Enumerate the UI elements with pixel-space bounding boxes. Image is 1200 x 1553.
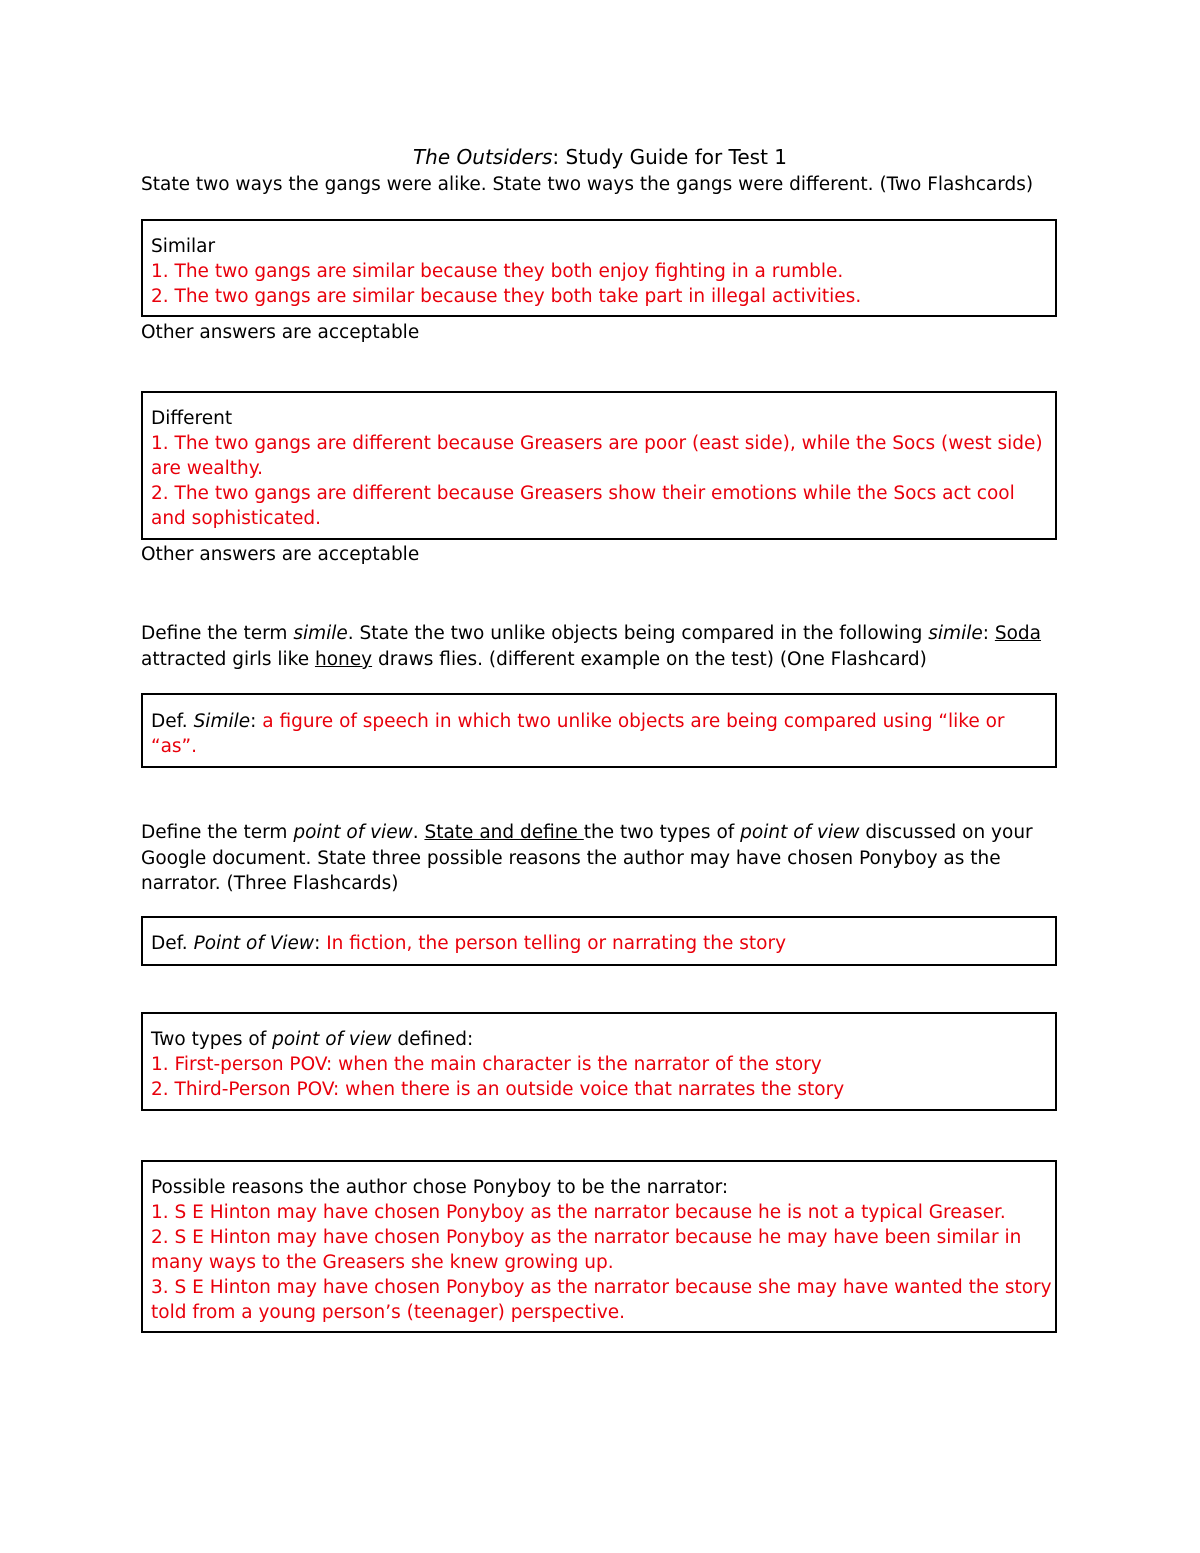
reason-2-line-1: 2. S E Hinton may have chosen Ponyboy as the narrator because he may have been similar in [151,1227,1022,1248]
pov-def-label: Def. [151,933,194,954]
different-answer-1-line-2: are wealthy. [151,458,263,479]
pov-prompt-text-c: the two types of [583,822,741,843]
simile-prompt-text-d: attracted girls like [141,649,315,670]
different-note: Other answers are acceptable [141,544,420,565]
similar-answer-2: 2. The two gangs are similar because they both take part in illegal activities. [151,286,862,307]
simile-def-label: Def. [151,711,194,732]
pov-types-heading-b: defined: [391,1029,474,1050]
simile-prompt-line-2 [141,647,1061,672]
title-rest: : Study Guide for Test 1 [552,145,788,169]
pov-types-heading [151,1027,1047,1052]
pov-prompt-line-3: narrator. (Three Flashcards) [141,873,399,894]
pov-term-2: point of view [740,822,860,843]
pov-definition-box [141,916,1057,966]
pov-def-term: Point of View [193,933,315,954]
reasons-heading: Possible reasons the author chose Ponyboy to be the narrator: [151,1177,729,1198]
different-answer-2-line-1: 2. The two gangs are different because Greasers show their emotions while the Socs act cool [151,483,1015,504]
pov-types-heading-term: point of view [272,1029,392,1050]
similar-answer-1: 1. The two gangs are similar because they both enjoy fighting in a rumble. [151,261,844,282]
narrator-reasons-box [141,1160,1057,1333]
simile-definition-line-1: a figure of speech in which two unlike objects are being compared using “like or [262,711,1005,732]
different-answer-1-line-1: 1. The two gangs are different because Greasers are poor (east side), while the Socs (west side) [151,433,1043,454]
gangs-prompt: State two ways the gangs were alike. State two ways the gangs were different. (Two Flashcards) [141,174,1034,195]
reason-3-line-1: 3. S E Hinton may have chosen Ponyboy as the narrator because she may have wanted the story [151,1277,1052,1298]
different-answer-box [141,391,1057,540]
pov-prompt-line-1 [141,820,1061,845]
different-answer-2-line-2: and sophisticated. [151,508,322,529]
simile-definition-box [141,693,1057,768]
simile-term: simile [293,623,348,644]
different-heading: Different [151,408,233,429]
pov-state-and-define: State and define [424,822,584,843]
pov-def-colon: : [314,933,327,954]
pov-term: point of view [293,822,413,843]
page-title [0,144,1200,170]
similar-note: Other answers are acceptable [141,322,420,343]
pov-prompt-line-2: Google document. State three possible reasons the author may have chosen Ponyboy as the [141,848,1001,869]
simile-term-2: simile [928,623,983,644]
simile-prompt-text-c: : [982,623,995,644]
simile-prompt-text-e: draws flies. (different example on the test) (One Flashcard) [372,649,927,670]
pov-definition: In fiction, the person telling or narrating the story [326,933,787,954]
title-book-name: The Outsiders [412,145,553,169]
simile-object-soda: Soda [994,623,1042,644]
simile-def-colon: : [250,711,263,732]
simile-prompt-line-1 [141,621,1061,646]
similar-heading: Similar [151,236,216,257]
simile-object-honey: honey [314,649,373,670]
pov-prompt-text-a: Define the term [141,822,294,843]
pov-type-third-person: 2. Third-Person POV: when there is an outside voice that narrates the story [151,1079,845,1100]
simile-def-term: Simile [193,711,251,732]
pov-types-heading-a: Two types of [151,1029,273,1050]
simile-prompt-text-b: . State the two unlike objects being compared in the following [347,623,929,644]
simile-definition-line-2: “as”. [151,736,198,757]
pov-prompt-text-d: discussed on your [859,822,1033,843]
pov-type-first-person: 1. First-person POV: when the main character is the narrator of the story [151,1054,822,1075]
reason-2-line-2: many ways to the Greasers she knew growing up. [151,1252,614,1273]
reason-3-line-2: told from a young person’s (teenager) perspective. [151,1302,626,1323]
pov-types-box [141,1012,1057,1111]
pov-prompt-text-b: . [412,822,425,843]
simile-prompt-text-a: Define the term [141,623,294,644]
reason-1: 1. S E Hinton may have chosen Ponyboy as the narrator because he is not a typical Greaser. [151,1202,1006,1223]
similar-answer-box [141,219,1057,317]
